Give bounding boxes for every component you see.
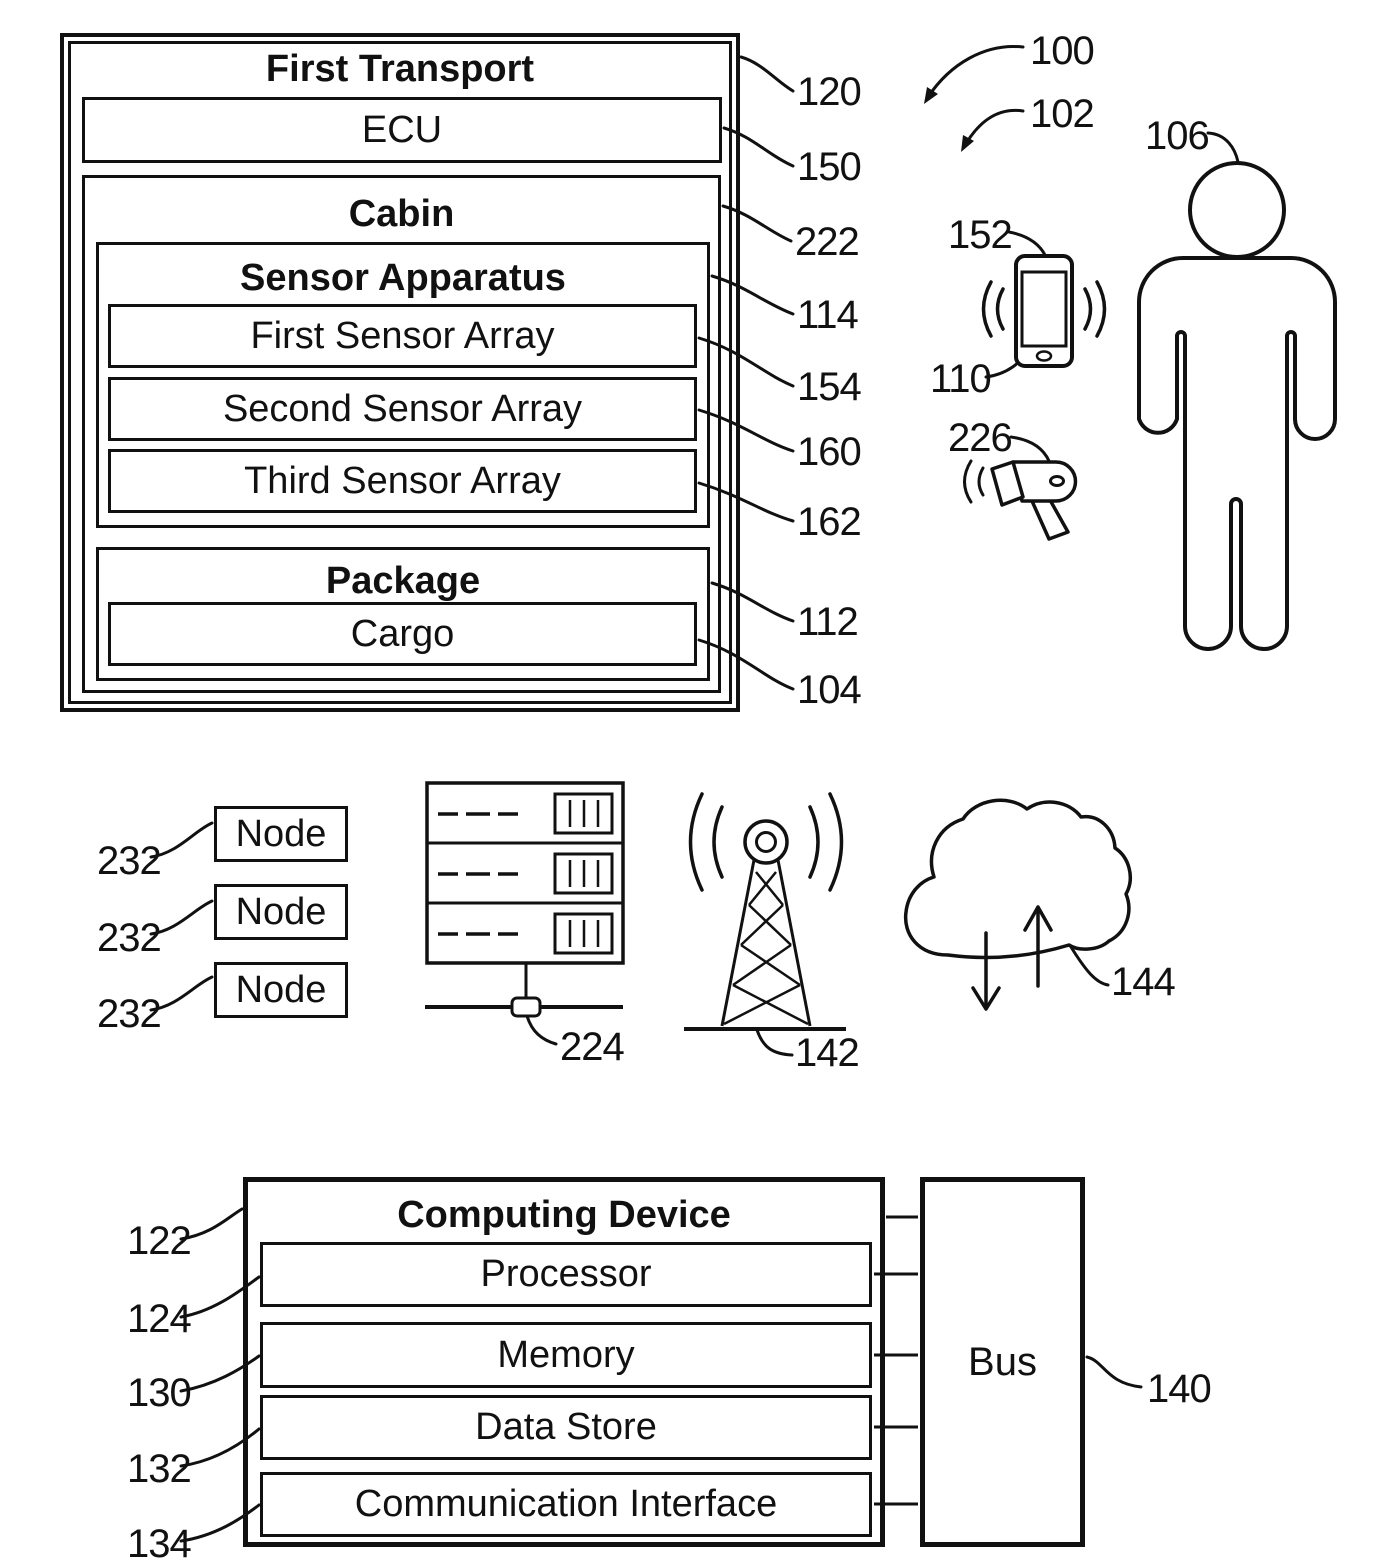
third-sensor-array-label: Third Sensor Array xyxy=(244,459,561,502)
smartphone-wireless-waves-icon xyxy=(984,282,1105,336)
ref-label-114: 114 xyxy=(797,293,858,337)
cabin-box xyxy=(82,175,721,693)
ref-label-104: 104 xyxy=(797,668,861,712)
third-sensor-array-box xyxy=(108,449,697,513)
second-sensor-array-box xyxy=(108,377,697,441)
leader-110 xyxy=(986,351,1028,377)
leader-152 xyxy=(1009,232,1046,257)
ref-label-122: 122 xyxy=(127,1219,191,1263)
first-sensor-array-label: First Sensor Array xyxy=(250,314,555,357)
ref-label-232-node1: 232 xyxy=(97,839,161,883)
node-label-2: Node xyxy=(235,890,327,933)
ref-label-160: 160 xyxy=(797,430,861,474)
ref-label-140: 140 xyxy=(1147,1367,1211,1411)
ref-label-124: 124 xyxy=(127,1297,191,1341)
ref-label-106: 106 xyxy=(1145,114,1209,158)
computing-device-box xyxy=(243,1177,885,1547)
ecu-box xyxy=(82,97,722,163)
first-sensor-array-box xyxy=(108,304,697,368)
data-store-label: Data Store xyxy=(475,1406,657,1448)
node-box-2 xyxy=(214,884,348,940)
ref-label-224: 224 xyxy=(560,1025,624,1069)
ref-label-150: 150 xyxy=(797,145,861,189)
first-transport-title: First Transport xyxy=(265,48,535,90)
first-transport-box xyxy=(60,33,740,712)
package-box xyxy=(96,547,710,681)
bus-label: Bus xyxy=(968,1339,1037,1384)
ref-label-226: 226 xyxy=(948,416,1012,460)
ref-label-134: 134 xyxy=(127,1522,191,1562)
communication-interface-label: Communication Interface xyxy=(354,1483,778,1525)
leader-224 xyxy=(527,1016,556,1044)
radio-tower-icon xyxy=(684,821,846,1029)
ref-label-162: 162 xyxy=(797,500,861,544)
ref-label-120: 120 xyxy=(797,70,861,114)
communication-interface-box xyxy=(260,1472,872,1537)
sensor-apparatus-box xyxy=(96,242,710,528)
ref-label-132: 132 xyxy=(127,1447,191,1491)
processor-label: Processor xyxy=(480,1253,652,1295)
ref-label-232-node2: 232 xyxy=(97,916,161,960)
cargo-label: Cargo xyxy=(350,612,455,655)
ref-label-130: 130 xyxy=(127,1371,191,1415)
person-icon xyxy=(1139,163,1335,649)
ref-label-112: 112 xyxy=(797,600,858,644)
ref-label-232-node3: 232 xyxy=(97,992,161,1036)
scanner-wireless-waves-icon xyxy=(965,461,984,502)
processor-box xyxy=(260,1242,872,1307)
leader-226 xyxy=(1011,437,1049,461)
network-line xyxy=(425,963,623,1016)
leader-142 xyxy=(757,1030,792,1055)
second-sensor-array-label: Second Sensor Array xyxy=(222,387,583,430)
ref-label-102: 102 xyxy=(1030,92,1094,136)
ref-label-154: 154 xyxy=(797,365,861,409)
cloud-upload-arrow-icon xyxy=(1025,907,1051,986)
subsystem-arrow-102 xyxy=(961,110,1023,152)
smartphone-icon xyxy=(1016,256,1072,366)
leader-144 xyxy=(1071,947,1108,985)
data-store-box xyxy=(260,1395,872,1460)
cabin-title: Cabin xyxy=(348,193,455,235)
leader-140 xyxy=(1087,1357,1141,1387)
memory-box xyxy=(260,1322,872,1388)
node-box-1 xyxy=(214,806,348,862)
system-arrow-100 xyxy=(924,47,1023,104)
scanner-icon xyxy=(992,462,1076,539)
sensor-apparatus-title: Sensor Apparatus xyxy=(240,257,566,299)
node-box-3 xyxy=(214,962,348,1018)
leader-106 xyxy=(1208,133,1238,162)
computing-device-title: Computing Device xyxy=(397,1194,731,1236)
ref-label-110: 110 xyxy=(930,357,991,401)
ref-label-222: 222 xyxy=(795,220,859,264)
cloud-icon xyxy=(906,800,1131,957)
memory-label: Memory xyxy=(497,1333,635,1376)
package-title: Package xyxy=(325,560,481,602)
bus-box xyxy=(920,1177,1085,1547)
cargo-box xyxy=(108,602,697,666)
ref-label-142: 142 xyxy=(795,1031,859,1075)
leader-120 xyxy=(741,57,793,91)
ref-label-100: 100 xyxy=(1030,29,1094,73)
node-label-1: Node xyxy=(235,812,327,855)
server-icon xyxy=(427,783,623,963)
cloud-download-arrow-icon xyxy=(973,933,999,1009)
ecu-label: ECU xyxy=(361,108,443,151)
ref-label-144: 144 xyxy=(1111,960,1175,1004)
tower-wireless-waves-icon xyxy=(691,794,842,890)
ref-label-152: 152 xyxy=(948,213,1012,257)
node-label-3: Node xyxy=(235,968,327,1011)
